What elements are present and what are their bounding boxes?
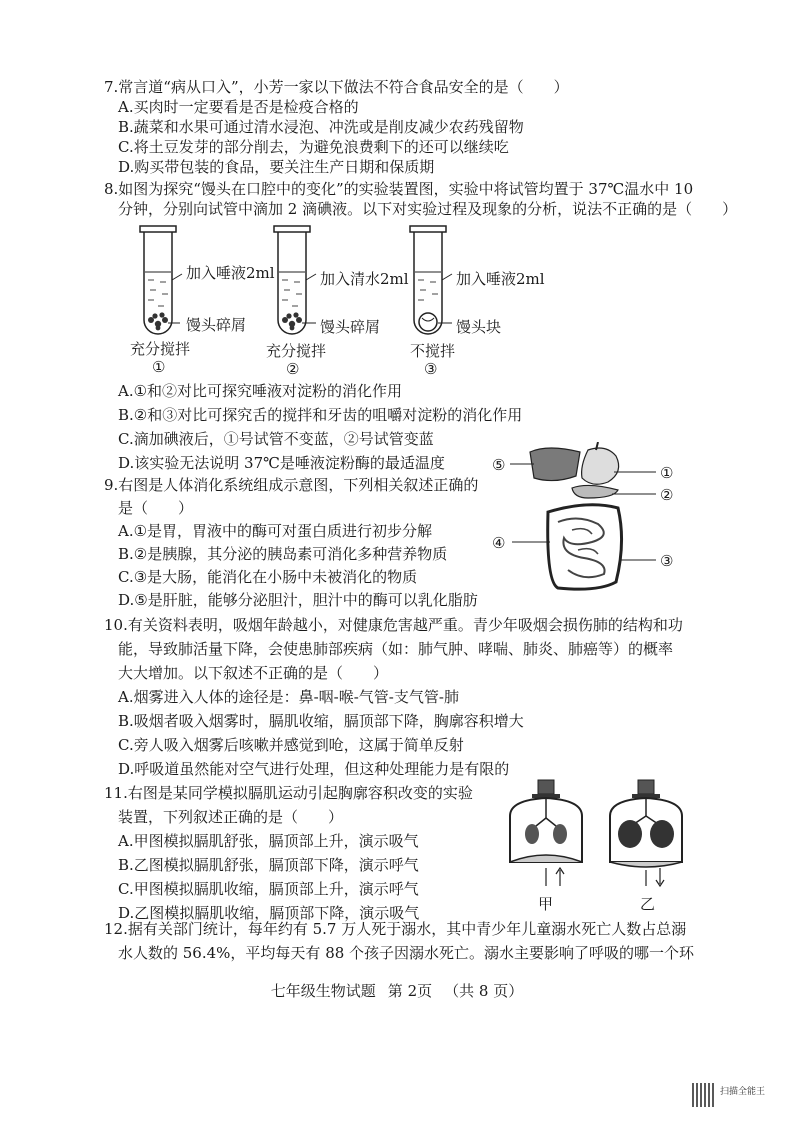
q8-stem-line2: 分钟，分别向试管中滴加 2 滴碘液。以下对实验过程及现象的分析，说法不正确的是（ ） bbox=[118, 200, 738, 218]
q11-option-c: C.甲图模拟膈肌收缩，膈顶部上升，演示呼气 bbox=[118, 880, 419, 898]
qr-code-icon bbox=[692, 1083, 716, 1107]
test-tube-2 bbox=[274, 226, 310, 334]
digestive-label-3: ③ bbox=[660, 552, 674, 570]
digestive-label-1: ① bbox=[660, 464, 674, 482]
tube3-action-label: 不搅拌 bbox=[410, 342, 456, 360]
q7-option-a: A.买肉时一定要看是否是检疫合格的 bbox=[118, 98, 359, 116]
tube2-solid-label: 馒头碎屑 bbox=[320, 318, 381, 336]
q8-option-c: C.滴加碘液后，①号试管不变蓝，②号试管变蓝 bbox=[118, 430, 434, 448]
footer-total: （共 8 页） bbox=[444, 982, 524, 1000]
tube2-action-label: 充分搅拌 bbox=[266, 342, 327, 360]
q9-option-a: A.①是胃，胃液中的酶可对蛋白质进行初步分解 bbox=[118, 522, 433, 540]
q10-option-c: C.旁人吸入烟雾后咳嗽并感觉到呛，这属于简单反射 bbox=[118, 736, 464, 754]
digestive-label-2: ② bbox=[660, 486, 674, 504]
q7-stem: 7.常言道“病从口入”，小芳一家以下做法不符合食品安全的是（ ） bbox=[104, 78, 569, 96]
q9-stem-line1: 9.右图是人体消化系统组成示意图，下列相关叙述正确的 bbox=[104, 476, 479, 494]
q10-option-d: D.呼吸道虽然能对空气进行处理，但这种处理能力是有限的 bbox=[118, 760, 510, 778]
tube1-action-label: 充分搅拌 bbox=[130, 340, 191, 358]
q12-stem-line1: 12.据有关部门统计，每年约有 5.7 万人死于溺水，其中青少年儿童溺水死亡人数占总溺 bbox=[104, 920, 687, 938]
bell-jar-jia bbox=[510, 780, 582, 886]
scanner-watermark bbox=[692, 1083, 784, 1109]
q8-option-d: D.该实验无法说明 37℃是唾液淀粉酶的最适温度 bbox=[118, 454, 445, 472]
q10-stem-line2: 能，导致肺活量下降，会使患肺部疾病（如：肺气肿、哮喘、肺炎、肺癌等）的概率 bbox=[118, 640, 674, 658]
q7-option-b: B.蔬菜和水果可通过清水浸泡、冲洗或是削皮减少农药残留物 bbox=[118, 118, 524, 136]
q11-option-b: B.乙图模拟膈肌舒张，膈顶部下降，演示呼气 bbox=[118, 856, 419, 874]
q7-option-d: D.购买带包装的食品，要关注生产日期和保质期 bbox=[118, 158, 435, 176]
tube1-liquid-label: 加入唾液2ml bbox=[186, 264, 275, 282]
q8-stem-line1: 8.如图为探究“馒头在口腔中的变化”的实验装置图，实验中将试管均置于 37℃温水中 10 bbox=[104, 180, 694, 198]
tube3-liquid-label: 加入唾液2ml bbox=[456, 270, 545, 288]
digestive-label-4: ④ bbox=[492, 534, 506, 552]
q11-option-a: A.甲图模拟膈肌舒张，膈顶部上升，演示吸气 bbox=[118, 832, 419, 850]
q7-option-c: C.将土豆发芽的部分削去，为避免浪费剩下的还可以继续吃 bbox=[118, 138, 509, 156]
q12-stem-line2: 水人数的 56.4%，平均每天有 88 个孩子因溺水死亡。溺水主要影响了呼吸的哪一个环 bbox=[118, 944, 695, 962]
q8-option-b: B.②和③对比可探究舌的搅拌和牙齿的咀嚼对淀粉的消化作用 bbox=[118, 406, 523, 424]
q11-stem-line2: 装置，下列叙述正确的是（ ） bbox=[118, 808, 344, 826]
bell-jar-diaphragm-model bbox=[496, 776, 696, 896]
q9-option-c: C.③是大肠，能消化在小肠中未被消化的物质 bbox=[118, 568, 418, 586]
digestive-label-5: ⑤ bbox=[492, 456, 506, 474]
q11-option-d: D.乙图模拟膈肌收缩，膈顶部下降，演示吸气 bbox=[118, 904, 420, 922]
test-tube-1 bbox=[140, 226, 176, 334]
q9-option-d: D.⑤是肝脏，能够分泌胆汁，胆汁中的酶可以乳化脂肪 bbox=[118, 591, 478, 609]
q10-stem-line1: 10.有关资料表明，吸烟年龄越小，对健康危害越严重。青少年吸烟会损伤肺的结构和功 bbox=[104, 616, 683, 634]
tube1-solid-label: 馒头碎屑 bbox=[186, 316, 247, 334]
q10-stem-line3: 大大增加。以下叙述不正确的是（ ） bbox=[118, 664, 389, 682]
jar-label-yi: 乙 bbox=[640, 895, 656, 913]
stamp-brand: 扫描全能王 bbox=[720, 1087, 766, 1097]
bell-jar-yi bbox=[610, 780, 682, 886]
footer-page: 第 2页 bbox=[387, 982, 433, 1000]
tube1-number: ① bbox=[152, 358, 166, 376]
q10-option-a: A.烟雾进入人体的途径是：鼻-咽-喉-气管-支气管-肺 bbox=[118, 688, 459, 706]
tube3-number: ③ bbox=[424, 360, 438, 378]
tube2-liquid-label: 加入清水2ml bbox=[320, 270, 409, 288]
q9-option-b: B.②是胰腺，其分泌的胰岛素可消化多种营养物质 bbox=[118, 545, 448, 563]
tube3-solid-label: 馒头块 bbox=[456, 318, 502, 336]
q10-option-b: B.吸烟者吸入烟雾时，膈肌收缩，膈顶部下降，胸廓容积增大 bbox=[118, 712, 524, 730]
footer-title: 七年级生物试题 bbox=[270, 982, 376, 1000]
jar-label-jia: 甲 bbox=[538, 895, 554, 913]
tube2-number: ② bbox=[286, 360, 300, 378]
page-footer bbox=[0, 980, 794, 1001]
test-tube-3 bbox=[410, 226, 446, 334]
q11-stem-line1: 11.右图是某同学模拟膈肌运动引起胸廓容积改变的实验 bbox=[104, 784, 473, 802]
q8-option-a: A.①和②对比可探究唾液对淀粉的消化作用 bbox=[118, 382, 403, 400]
q9-stem-line2: 是（ ） bbox=[118, 499, 194, 517]
